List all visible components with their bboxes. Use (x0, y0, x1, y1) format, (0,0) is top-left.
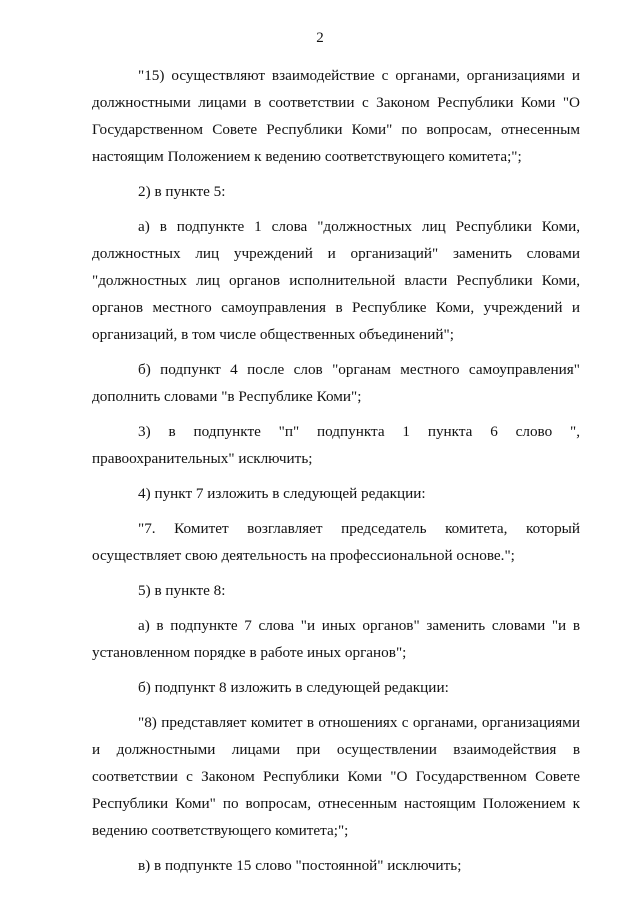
paragraph-subpoint-a-8: а) в подпункте 7 слова "и иных органов" заменить словами "и в установленном порядке в работе иных органов"; (92, 617, 580, 661)
paragraph-subpoint-a: а) в подпункте 1 слова "должностных лиц Республики Коми, должностных лиц учреждений и организаций" заменить словами "должностных лиц органов исполнительной власти Республики Коми, органов местного самоуправления в Республике Коми, учреждений и организаций, в том числе общественных объединений"; (92, 218, 580, 343)
paragraph-item-7-quote: "7. Комитет возглавляет председатель комитета, который осуществляет свою деятельность на профессиональной основе."; (92, 520, 580, 564)
document-body (92, 62, 580, 887)
paragraph-subpoint-v: в) в подпункте 15 слово "постоянной" исключить; (138, 857, 462, 874)
paragraph-item-8-quote: "8) представляет комитет в отношениях с органами, организациями и должностными лицами при осуществлении взаимодействия в соответствии с Законом Республики Коми "О Государственном Совете Республики Коми" по вопросам, отнесенным настоящим Положением к ведению соответствующего комитета;"; (92, 714, 580, 839)
paragraph-point-5-in-8-heading: 5) в пункте 8: (138, 582, 226, 599)
paragraph-subpoint-b: б) подпункт 4 после слов "органам местного самоуправления" дополнить словами "в Республике Коми"; (92, 361, 580, 405)
page-number: 2 (316, 30, 324, 46)
paragraph-point-3: 3) в подпункте "п" подпункта 1 пункта 6 слово ", правоохранительных" исключить; (92, 423, 580, 467)
paragraph-item-15: "15) осуществляют взаимодействие с органами, организациями и должностными лицами в соответствии с Законом Республики Коми "О Государственном Совете Республики Коми" по вопросам, отнесенным настоящим Положением к ведению соответствующего комитета;"; (92, 67, 580, 165)
paragraph-subpoint-b-8: б) подпункт 8 изложить в следующей редакции: (138, 679, 449, 696)
paragraph-point-4-heading: 4) пункт 7 изложить в следующей редакции: (138, 485, 426, 502)
paragraph-point-5-heading: 2) в пункте 5: (138, 183, 226, 200)
